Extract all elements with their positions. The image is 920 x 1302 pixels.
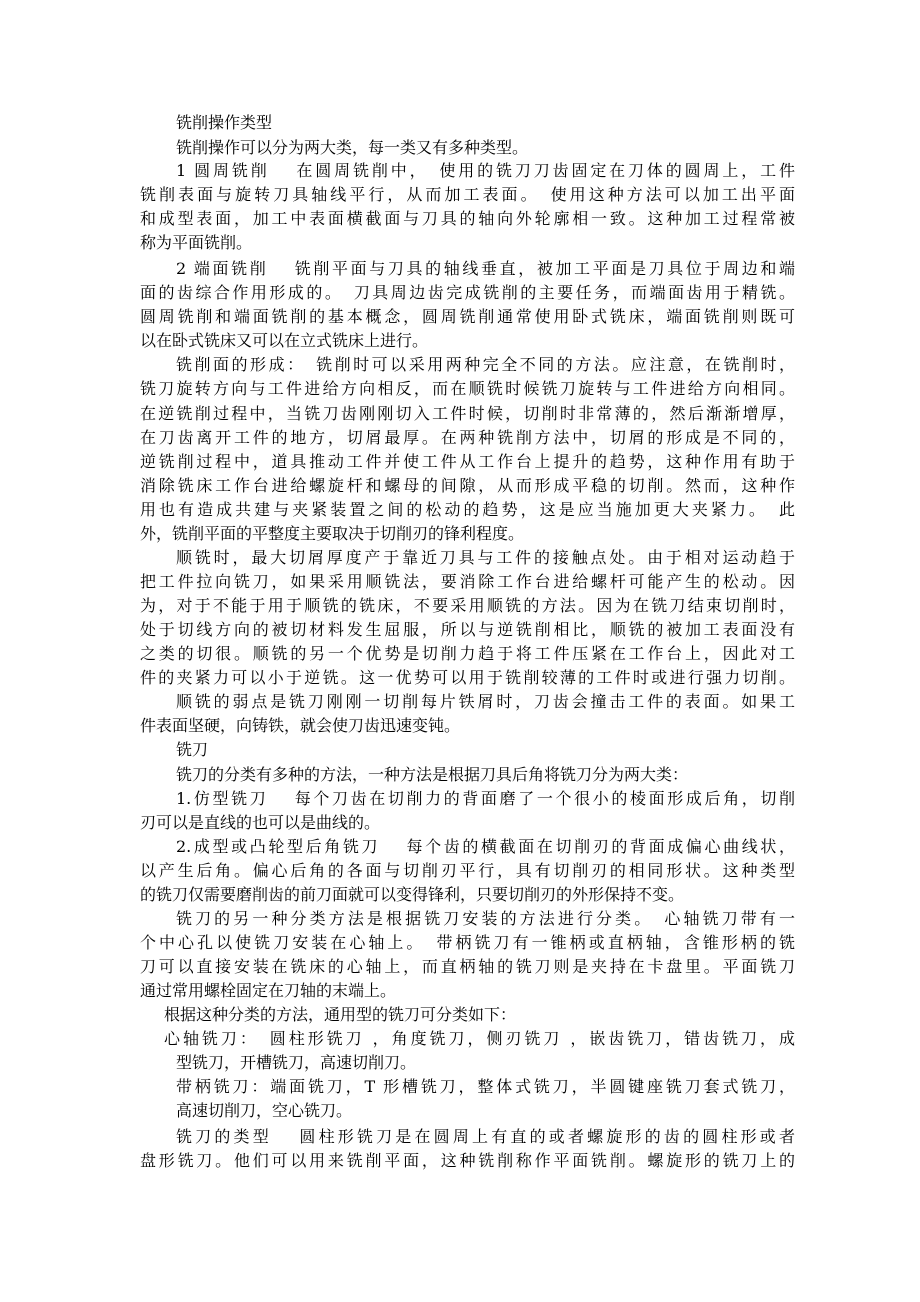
paragraph-line: 盘形铣刀。他们可以用来铣削平面，这种铣削称作平面铣削。螺旋形的铣刀上的 <box>140 1151 795 1170</box>
paragraph-line: 带柄铣刀：端面铣刀，T 形槽铣刀，整体式铣刀，半圆键座铣刀套式铣刀， <box>176 1077 795 1096</box>
paragraph-line: 根据这种分类的方法，通用型的铣刀可分类如下： <box>164 1005 517 1024</box>
paragraph-line: 件表面坚硬，向铸铁，就会使刀齿迅速变钝。 <box>140 716 461 735</box>
paragraph-line: 消除铣床工作台进给螺旋杆和螺母的间隙，从而形成平稳的切削。然而，这种作 <box>140 476 795 495</box>
paragraph-line: 和成型表面，加工中表面横截面与刀具的轴向外轮廓相一致。这种加工过程常被 <box>140 209 795 228</box>
section-heading: 铣刀 <box>176 740 209 759</box>
list-item-line: 以产生后角。偏心后角的各面与切削刃平行，具有切削刃的相同形状。这种类型 <box>140 861 795 880</box>
paragraph-line: 铣刀的另一种分类方法是根据铣刀安装的方法进行分类。 心轴铣刀带有一 <box>176 909 795 928</box>
list-item-line: 2.成型或凸轮型后角铣刀 每个齿的横截面在切削刃的背面成偏心曲线状， <box>176 837 795 856</box>
paragraph-line: 逆铣削过程中，道具推动工件并使工件从工作台上提升的趋势，这种作用有助于 <box>140 452 795 471</box>
paragraph-line: 在逆铣削过程中，当铣刀齿刚刚切入工件时候，切削时非常薄的，然后渐渐增厚， <box>140 404 795 423</box>
section-heading: 铣削操作类型 <box>176 113 273 132</box>
paragraph-line: 铣刀旋转方向与工件进给方向相反，而在顺铣时候铣刀旋转与工件进给方向相同。 <box>140 379 795 398</box>
paragraph-line: 心轴铣刀： 圆柱形铣刀 ，角度铣刀，侧刃铣刀 ，嵌齿铣刀，错齿铣刀，成 <box>164 1029 795 1048</box>
paragraph-line: 2 端面铣削 铣削平面与刀具的轴线垂直，被加工平面是刀具位于周边和端 <box>176 259 795 278</box>
paragraph-line: 用也有造成共建与夹紧装置之间的松动的趋势，这是应当施加更大夹紧力。 此 <box>140 500 795 519</box>
paragraph-line: 外，铣削平面的平整度主要取决于切削刃的锋利程度。 <box>140 524 525 543</box>
paragraph-line: 铣削表面与旋转刀具轴线平行，从而加工表面。 使用这种方法可以加工出平面 <box>140 185 795 204</box>
paragraph-line: 铣削操作可以分为两大类，每一类又有多种类型。 <box>176 138 529 157</box>
paragraph-line: 之类的切很。顺铣的另一个优势是切削力趋于将工件压紧在工作台上，因此对工 <box>140 644 795 663</box>
paragraph-line: 刀可以直接安装在铣床的心轴上，而直柄轴的铣刀则是夹持在卡盘里。平面铣刀 <box>140 957 795 976</box>
paragraph-line: 称为平面铣削。 <box>140 233 253 252</box>
paragraph-line: 铣刀的类型 圆柱形铣刀是在圆周上有直的或者螺旋形的齿的圆柱形或者 <box>176 1127 795 1146</box>
list-item-line: 刃可以是直线的也可以是曲线的。 <box>140 813 381 832</box>
paragraph-line: 件的夹紧力可以小于逆铣。这一优势可以用于铣削较薄的工件时或进行强力切削。 <box>140 668 795 687</box>
paragraph-line: 高速切削刀，空心铣刀。 <box>176 1101 353 1120</box>
paragraph-line: 铣削面的形成： 铣削时可以采用两种完全不同的方法。应注意，在铣削时， <box>176 355 795 374</box>
paragraph-line: 1 圆周铣削 在圆周铣削中， 使用的铣刀刀齿固定在刀体的圆周上，工件 <box>176 161 795 180</box>
paragraph-line: 铣刀的分类有多种的方法，一种方法是根据刀具后角将铣刀分为两大类： <box>176 765 689 784</box>
paragraph-line: 圆周铣削和端面铣削的基本概念，圆周铣削通常使用卧式铣床，端面铣削则既可 <box>140 307 795 326</box>
paragraph-line: 个中心孔以使铣刀安装在心轴上。 带柄铣刀有一锥柄或直柄轴，含锥形柄的铣 <box>140 933 795 952</box>
paragraph-line: 在刀齿离开工件的地方，切屑最厚。在两种铣削方法中，切屑的形成是不同的， <box>140 428 795 447</box>
paragraph-line: 顺铣的弱点是铣刀刚刚一切削每片铁屑时，刀齿会撞击工件的表面。如果工 <box>176 692 795 711</box>
paragraph-line: 把工件拉向铣刀，如果采用顺铣法，要消除工作台进给螺杆可能产生的松动。因 <box>140 572 795 591</box>
paragraph-line: 型铣刀，开槽铣刀，高速切削刀。 <box>176 1053 417 1072</box>
paragraph-line: 为，对于不能于用于顺铣的铣床，不要采用顺铣的方法。因为在铣刀结束切削时， <box>140 596 795 615</box>
paragraph-line: 以在卧式铣床又可以在立式铣床上进行。 <box>140 331 429 350</box>
paragraph-line: 通过常用螺栓固定在刀轴的末端上。 <box>140 981 397 1000</box>
paragraph-line: 处于切线方向的被切材料发生屈服，所以与逆铣削相比，顺铣的被加工表面没有 <box>140 620 795 639</box>
paragraph-line: 面的齿综合作用形成的。 刀具周边齿完成铣削的主要任务，而端面齿用于精铣。 <box>140 283 795 302</box>
list-item-line: 的铣刀仅需要磨削齿的前刀面就可以变得锋利，只要切削刃的外形保持不变。 <box>140 885 685 904</box>
list-item-line: 1.仿型铣刀 每个刀齿在切削力的背面磨了一个很小的棱面形成后角，切削 <box>176 789 795 808</box>
paragraph-line: 顺铣时，最大切屑厚度产于靠近刀具与工件的接触点处。由于相对运动趋于 <box>176 548 795 567</box>
